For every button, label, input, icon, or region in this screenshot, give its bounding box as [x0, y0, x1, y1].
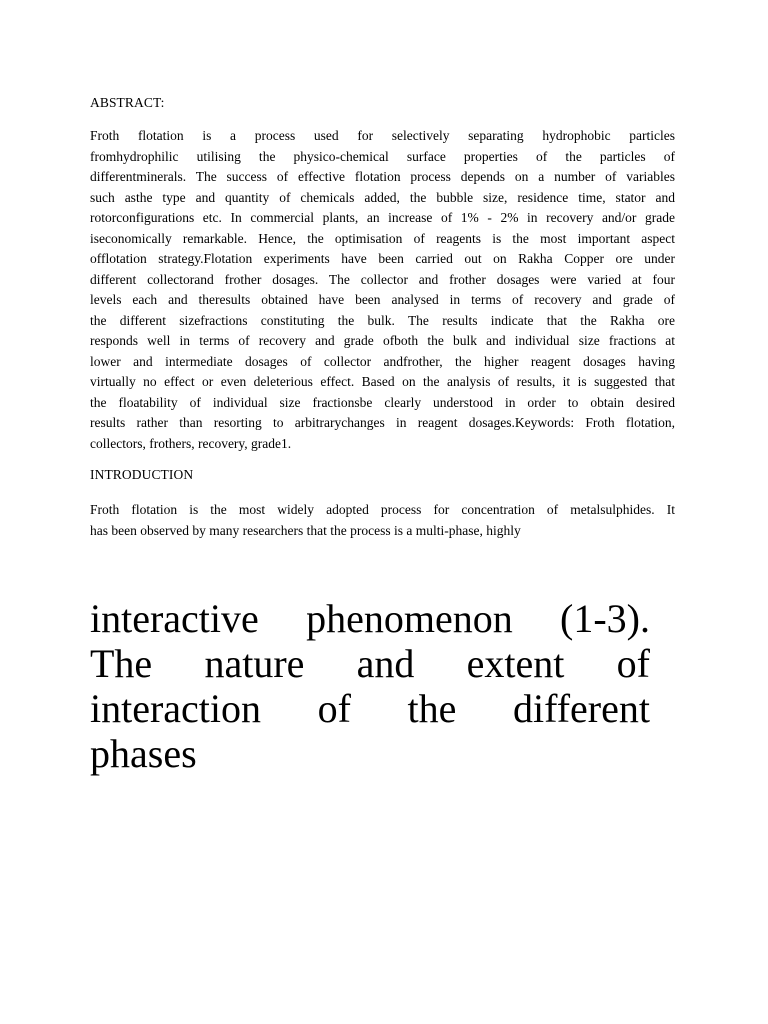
introduction-line: has been observed by many researchers that the process is a multi-phase, highly [90, 522, 521, 538]
large-text-block [90, 596, 650, 776]
abstract-line: Froth flotation is a process used for selectively separating hydrophobic particles [90, 128, 675, 143]
introduction-line: Froth flotation is the most widely adopted process for concentration of metalsulphides. It [90, 502, 675, 517]
abstract-line: lower and intermediate dosages of collector andfrother, the higher reagent dosages having [90, 353, 675, 369]
abstract-heading: ABSTRACT: [90, 95, 165, 110]
introduction-paragraph [90, 500, 675, 541]
abstract-line: fromhydrophilic utilising the physico-chemical surface properties of the particles of [90, 148, 675, 164]
large-text-line: The nature and extent of [90, 641, 650, 686]
abstract-line: offlotation strategy.Flotation experiments have been carried out on Rakha Copper ore under [90, 251, 675, 266]
abstract-line: iseconomically remarkable. Hence, the optimisation of reagents is the most important aspect [90, 230, 675, 246]
abstract-paragraph [90, 126, 675, 454]
abstract-line: responds well in terms of recovery and grade ofboth the bulk and individual size fractions at [90, 333, 675, 348]
abstract-line: results rather than resorting to arbitrarychanges in reagent dosages.Keywords: Froth flotation, [90, 415, 675, 430]
introduction-heading: INTRODUCTION [90, 467, 194, 482]
abstract-line: such asthe type and quantity of chemicals added, the bubble size, residence time, stator and [90, 189, 675, 205]
large-text-line: interactive phenomenon (1-3). [90, 596, 650, 641]
abstract-line: the different sizefractions constituting the bulk. The results indicate that the Rakha ore [90, 312, 675, 328]
abstract-line: rotorconfigurations etc. In commercial plants, an increase of 1% - 2% in recovery and/or grade [90, 210, 675, 225]
abstract-line: the floatability of individual size fractionsbe clearly understood in order to obtain desired [90, 394, 675, 410]
abstract-line: virtually no effect or even deleterious effect. Based on the analysis of results, it is suggested that [90, 374, 675, 389]
abstract-line: differentminerals. The success of effective flotation process depends on a number of variables [90, 169, 675, 184]
abstract-line: different collectorand frother dosages. The collector and frother dosages were varied at four [90, 271, 675, 287]
abstract-line: levels each and theresults obtained have been analysed in terms of recovery and grade of [90, 292, 675, 307]
large-text-line: phases [90, 731, 197, 776]
abstract-line: collectors, frothers, recovery, grade1. [90, 435, 292, 451]
large-text-line: interaction of the different [90, 686, 650, 731]
